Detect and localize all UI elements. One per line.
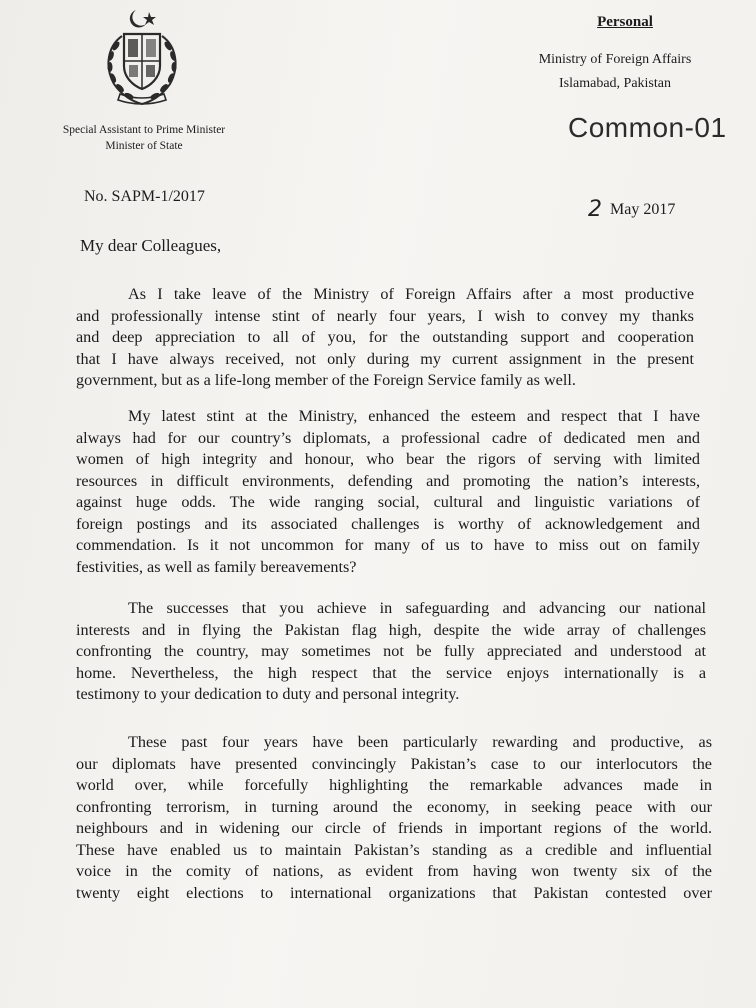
paragraph-line: twenty eight elections to international organizations that Pakistan contested over [76, 883, 712, 902]
paragraph-line: always had for our country’s diplomats, a professional cadre of dedicated men and [76, 428, 700, 447]
paragraph-line: resources in difficult environments, defending and promoting the nation’s interests, [76, 471, 700, 490]
personal-label: Personal [597, 14, 653, 30]
paragraph-line: interests and in flying the Pakistan flag high, despite the wide array of challenges [76, 620, 706, 639]
paragraph-2 [76, 406, 700, 578]
paragraph-line: My latest stint at the Ministry, enhanced the esteem and respect that I have [128, 407, 700, 425]
salutation: My dear Colleagues, [80, 236, 222, 255]
paragraph-3 [76, 598, 706, 706]
ministry-line-1: Ministry of Foreign Affairs [538, 52, 692, 67]
paragraph-line: voice in the comity of nations, as evident from having won twenty six of the [76, 862, 712, 880]
paragraph-line: foreign postings and its associated challenges is worthy of acknowledgement and [76, 514, 700, 533]
paragraph-line: confronting the country, may sometimes not be fully appreciated and understood at [76, 642, 706, 660]
paragraph-line: our diplomats have presented convincingly Pakistan’s case to our interlocutors the [76, 754, 712, 773]
paragraph-line: against huge odds. The wide ranging social, cultural and linguistic variations of [76, 493, 700, 511]
date-month-year: May 2017 [610, 201, 676, 218]
paragraph-line: government, but as a life-long member of the Foreign Service family as well. [76, 371, 576, 389]
paragraph-line: festivities, as well as family bereavements? [76, 557, 357, 576]
paragraph-line: women of high integrity and honour, who bear the rigors of serving with limited [76, 450, 700, 468]
paragraph-1 [76, 284, 694, 392]
paragraph-line: and deep appreciation to all of you, for the outstanding support and cooperation [76, 328, 694, 346]
paragraph-line: These past four years have been particularly rewarding and productive, as [128, 733, 712, 751]
paragraph-line: As I take leave of the Ministry of Foreign Affairs after a most productive [128, 285, 694, 303]
ministry-address [515, 48, 715, 96]
paragraph-line: world over, while forcefully highlighting the remarkable advances made in [76, 776, 712, 794]
paragraph-line: confronting terrorism, in turning around the economy, in seeking peace with our [76, 797, 712, 816]
paragraph-line: These have enabled us to maintain Pakistan’s standing as a credible and influential [76, 840, 712, 859]
paragraph-line: testimony to your dedication to duty and personal integrity. [76, 685, 460, 703]
date-day-handwritten: 2 [588, 197, 602, 222]
stamp-label: Common-01 [568, 112, 727, 143]
ministry-line-2: Islamabad, Pakistan [559, 76, 671, 91]
paragraph-line: commendation. Is it not uncommon for many of us to have to miss out on family [76, 536, 700, 554]
paragraph-4 [76, 732, 712, 904]
paragraph-line: that I have always received, not only during my current assignment in the present [76, 349, 694, 368]
paragraph-line: and professionally intense stint of nearly four years, I wish to convey my thanks [76, 306, 694, 325]
office-line-1: Special Assistant to Prime Minister [62, 124, 226, 136]
letter-date [588, 195, 675, 220]
paragraph-line: neighbours and in widening our circle of friends in important regions of the world. [76, 819, 712, 837]
paragraph-line: home. Nevertheless, the high respect that the service enjoys internationally is a [76, 663, 706, 682]
reference-number: No. SAPM-1/2017 [84, 188, 205, 205]
paragraph-line: The successes that you achieve in safeguarding and advancing our national [128, 599, 706, 617]
office-designation [40, 122, 248, 154]
office-line-2: Minister of State [105, 140, 183, 152]
state-emblem-icon [92, 6, 192, 110]
